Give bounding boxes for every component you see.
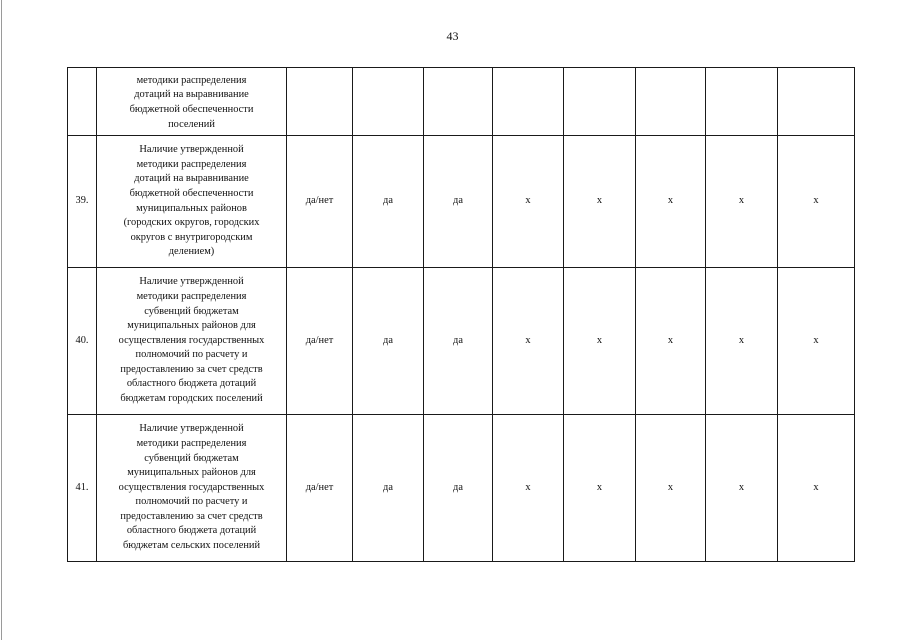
table-row bbox=[68, 68, 855, 136]
value-cell: х bbox=[564, 415, 636, 562]
page-number: 43 bbox=[446, 29, 459, 43]
indicator-name-line: субвенций бюджетам bbox=[144, 305, 239, 317]
indicator-name-line: областного бюджета дотаций bbox=[126, 378, 257, 390]
value-cell bbox=[778, 68, 855, 136]
row-number: 39. bbox=[68, 136, 97, 268]
unit-cell bbox=[287, 68, 353, 136]
value-cell: х bbox=[493, 415, 564, 562]
value-cell: х bbox=[564, 268, 636, 415]
value-cell: х bbox=[636, 136, 706, 268]
value-cell bbox=[424, 68, 493, 136]
indicator-name-line: методики распределения bbox=[136, 437, 247, 449]
indicator-name-line: осуществления государственных bbox=[118, 334, 265, 346]
value-cell bbox=[636, 68, 706, 136]
value-cell bbox=[706, 68, 778, 136]
value-cell bbox=[493, 68, 564, 136]
value-cell: х bbox=[493, 136, 564, 268]
indicator-name-line: методики распределения bbox=[136, 74, 247, 86]
indicator-name-line: Наличие утвержденной bbox=[139, 144, 244, 156]
indicator-name-line: поселений bbox=[168, 118, 215, 130]
value-cell: х bbox=[778, 415, 855, 562]
value-cell: х bbox=[706, 415, 778, 562]
value-cell: да bbox=[424, 136, 493, 268]
indicator-table bbox=[67, 67, 855, 562]
indicator-name-line: Наличие утвержденной bbox=[139, 423, 244, 435]
indicator-name-line: предоставлению за счет средств bbox=[120, 510, 263, 522]
indicator-name-line: бюджетам городских поселений bbox=[120, 393, 263, 405]
unit-cell: да/нет bbox=[287, 415, 353, 562]
indicator-name-line: полномочий по расчету и bbox=[135, 349, 248, 361]
indicator-name-line: бюджетной обеспеченности bbox=[129, 187, 254, 199]
indicator-name-line: методики распределения bbox=[136, 158, 247, 170]
indicator-name-line: методики распределения bbox=[136, 290, 247, 302]
indicator-name-line: округов с внутригородским bbox=[130, 231, 253, 243]
value-cell: да bbox=[424, 415, 493, 562]
indicator-name-line: дотаций на выравнивание bbox=[134, 89, 249, 101]
indicator-name-line: Наличие утвержденной bbox=[139, 276, 244, 288]
table-row bbox=[68, 136, 855, 268]
value-cell: х bbox=[778, 268, 855, 415]
unit-cell: да/нет bbox=[287, 136, 353, 268]
indicator-name-line: муниципальных районов для bbox=[127, 320, 256, 332]
unit-cell: да/нет bbox=[287, 268, 353, 415]
indicator-name bbox=[97, 68, 287, 136]
table-row bbox=[68, 268, 855, 415]
indicator-name-line: бюджетам сельских поселений bbox=[122, 540, 261, 552]
indicator-name-line: делением) bbox=[168, 246, 215, 258]
indicator-name-line: (городских округов, городских bbox=[123, 217, 260, 229]
indicator-name-line: муниципальных районов для bbox=[127, 467, 256, 479]
row-number bbox=[68, 68, 97, 136]
indicator-name bbox=[97, 268, 287, 415]
value-cell: да bbox=[353, 136, 424, 268]
indicator-name-line: бюджетной обеспеченности bbox=[129, 104, 254, 115]
value-cell: х bbox=[564, 136, 636, 268]
row-number: 40. bbox=[68, 268, 97, 415]
value-cell bbox=[353, 68, 424, 136]
page-edge-line bbox=[1, 0, 2, 640]
indicator-name bbox=[97, 136, 287, 268]
indicator-name-line: субвенций бюджетам bbox=[144, 452, 239, 464]
value-cell: х bbox=[706, 136, 778, 268]
indicator-name-line: дотаций на выравнивание bbox=[134, 173, 249, 185]
row-number: 41. bbox=[68, 415, 97, 562]
indicator-name bbox=[97, 415, 287, 562]
value-cell bbox=[564, 68, 636, 136]
indicator-name-line: областного бюджета дотаций bbox=[126, 525, 257, 537]
value-cell: х bbox=[493, 268, 564, 415]
value-cell: х bbox=[636, 268, 706, 415]
value-cell: х bbox=[706, 268, 778, 415]
value-cell: х bbox=[778, 136, 855, 268]
value-cell: да bbox=[353, 268, 424, 415]
value-cell: да bbox=[353, 415, 424, 562]
indicator-name-line: осуществления государственных bbox=[118, 481, 265, 493]
indicator-name-line: муниципальных районов bbox=[136, 202, 247, 214]
value-cell: х bbox=[636, 415, 706, 562]
indicator-name-line: полномочий по расчету и bbox=[135, 496, 248, 508]
value-cell: да bbox=[424, 268, 493, 415]
indicator-name-line: предоставлению за счет средств bbox=[120, 363, 263, 375]
table-row bbox=[68, 415, 855, 562]
